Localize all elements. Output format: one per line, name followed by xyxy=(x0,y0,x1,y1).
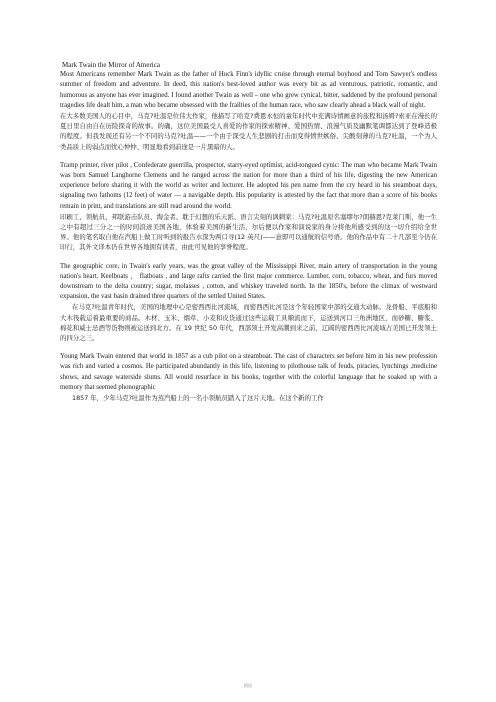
paragraph-4-chinese: 1857 年，少年马克?吐温作为蒸汽船上的一名小领航员踏入了这片天地。在这个新的工作 xyxy=(72,394,324,403)
paragraph-1-chinese: 在大多数美国人的心目中，马克?吐温是位伟大作家，他描写了哈克?费恩永恒的童年时代中充满诗情画意的旅程和汤姆?索亚在漫长的夏日里自由自在历险探奇的故事。的确，这位美国最受人喜爱的作家的探索精神、爱国热情、浪漫气质及幽默笔调都达到了登峰造极的程度。但我发现还有另一个不同的马克?吐温——一个由于深受人生悲剧的打击而变得愤世嫉俗、尖酸刻薄的马克?吐温，一个为人类品质上的弱点而忧心忡忡、明显地看到前途是一片黑暗的人。 xyxy=(60,112,437,151)
paragraph-3-english: The geographic core, in Twain's early years, was the great valley of the Mississippi River, main artery of transportation in the young nation's heart. Keelboats ， flatboats , and large rafts carried the first major commerce. Lumber, corn, tobacco, wheat, and furs moved downstream to the delta country; sugar, molasses , cotton, and whiskey traveled north. In the 1850's, before the climax of westward expansion, the vast basin drained three quarters of the settled United States. xyxy=(60,262,437,301)
document-page xyxy=(60,60,437,690)
paragraph-1-english: Most Americans remember Mark Twain as the father of Huck Finn's idyllic cruise through eternal boyhood and Tom Sawyer's endless summer of freedom and adventure. In deed, this nation's best-loved author was every bit as ad venturous, patriotic, romantic, and humorous as anyone has ever imagined. I found another Twain as well – one who grew cynical, bitter, saddened by the profound personal tragedies life dealt him, a man who became obsessed with the frailties of the human race, who saw clearly ahead a black wall of night. xyxy=(60,71,437,109)
paragraph-3-chinese: 在马克?吐温青年时代，美国的地理中心是密西西比河流域，而密西西比河是这个年轻国家中部的交通大动脉。龙骨船、平底船和大木筏载运着最重要的商品。木材、玉米、烟草、小麦和皮货通过这些运载工具顺流而下，运送到河口三角洲地区，而砂糖、糖浆、棉花和威士忌酒等货物则被运送到北方。在 19 世纪 50 年代，西部领土开发高潮到来之前，辽阔的密西西比河流域占美国已开发领土的四分之三。 xyxy=(60,303,437,343)
document-title: Mark Twain the Mirror of America xyxy=(62,61,160,69)
paragraph-spacer xyxy=(60,343,437,352)
page-footer: 精选 xyxy=(244,683,252,688)
paragraph-2-chinese: 印刷工、领航员、邦联游击队员、淘金者、耽于幻想的乐天派、语言尖刻的讽刺家：马克?吐温原名塞缪尔?朗赫恩?克莱门斯，他一生之中有超过三分之一的时间浪迹美国各地，体验着美国的新生活，尔后便以作家和演说家的身分将他所感受到的这一切介绍给全世界。他的笔名取自他在汽船上做工时听到的报告水深为两口寻(12 英尺)——意即可以通航的信号语。他的作品中有二十几部至今仍在印行，其外文译本仍在世界各地拥有读者，由此可见他的享誉程度。 xyxy=(60,212,437,252)
paragraph-4-english: Young Mark Twain entered that world in 1857 as a cub pilot on a steamboat. The cast of characters set before him in his new profession was rich and varied a cosmos. He participated abundantly in this life, listening to pilothouse talk of feuds, piracies, lynchings ,medicine shows, and savage waterside slums. All would resurface in his books, together with the colorful language that he soaked up with a memory that seemed phonographic xyxy=(60,353,437,391)
paragraph-spacer xyxy=(60,152,437,161)
paragraph-2-english: Tramp printer, river pilot , Confederate guerrilla, prospector, starry-eyed optimist, acid-tongued cynic: The man who became Mark Twain was born Samuel Langhorne Clemens and he ranged across the nation for more than a third of his life, digesting the new American experience before sharing it with the world as writer and lecturer. He adopted his pen name from the cry heard in his steamboat days, signaling two fathoms (12 feet) of water — a navigable depth. His popularity is attested by the fact that more than a score of his books remain in print, and translations are still read around the world. xyxy=(60,161,437,210)
paragraph-spacer xyxy=(60,253,437,262)
